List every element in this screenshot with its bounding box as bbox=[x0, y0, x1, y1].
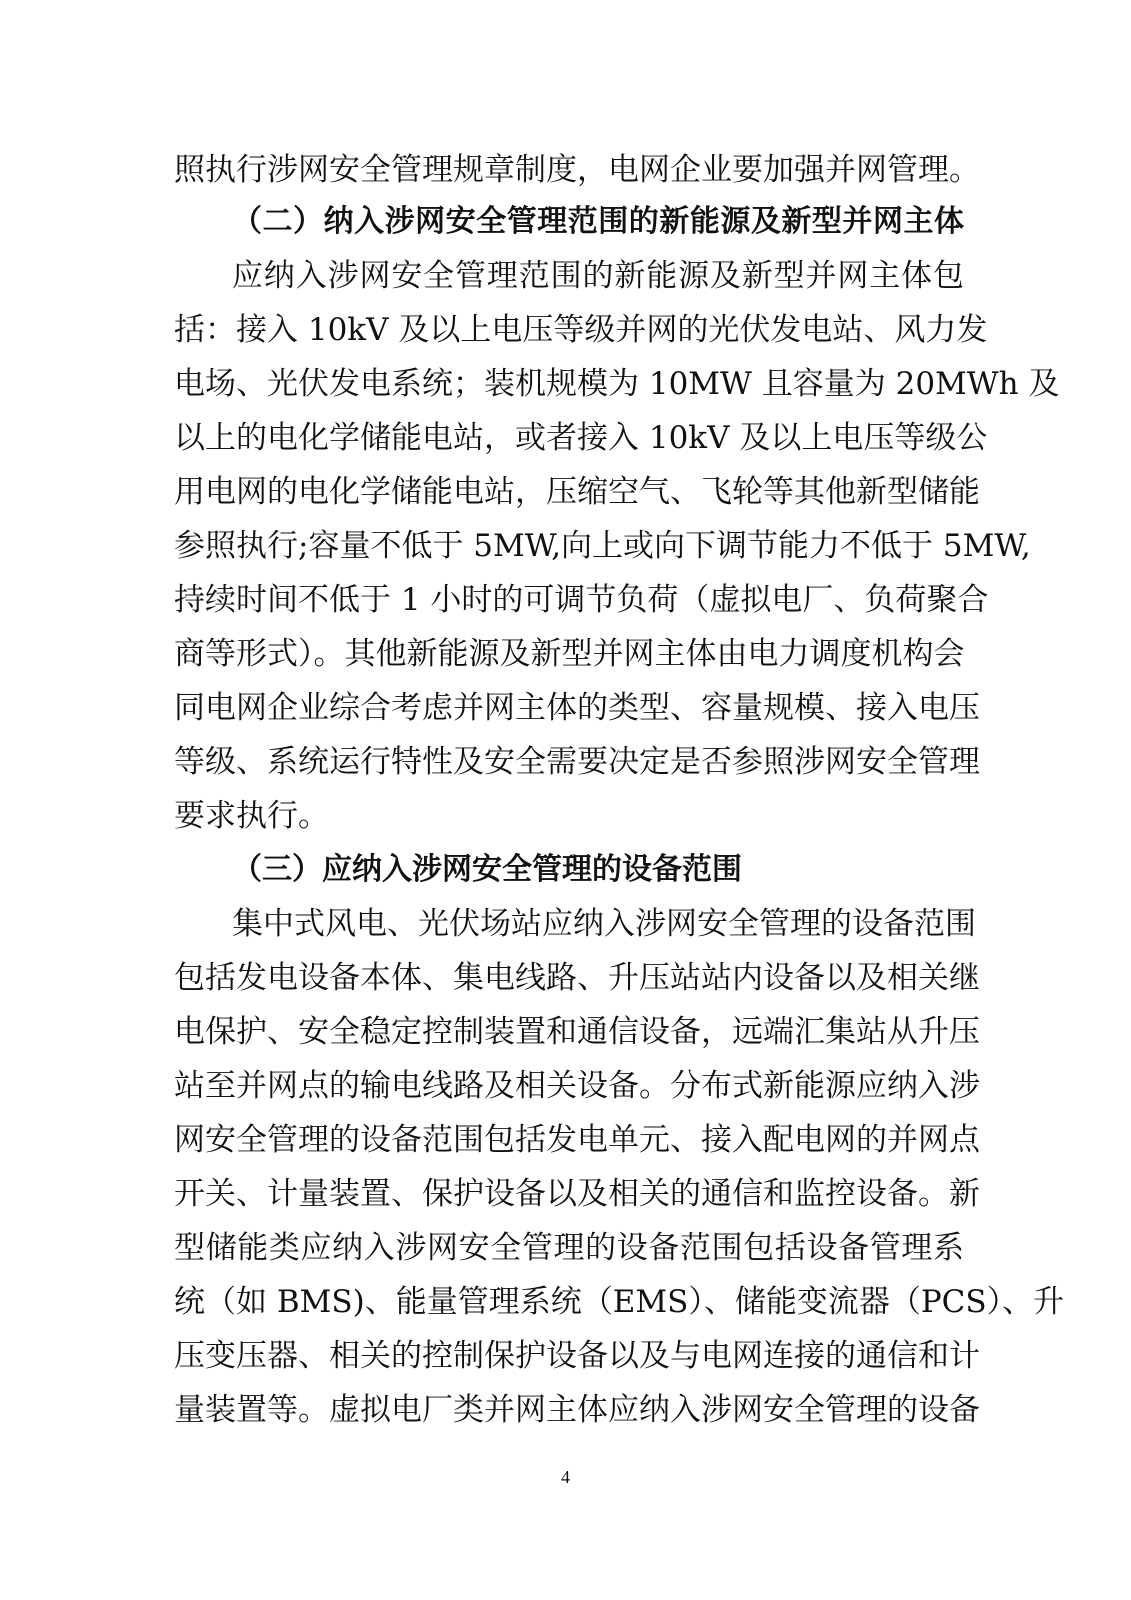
paragraph-line: 包括发电设备本体、集电线路、升压站站内设备以及相关继 bbox=[174, 960, 980, 996]
paragraph-line: 照执行涉网安全管理规章制度，电网企业要加强并网管理。 bbox=[174, 152, 980, 188]
paragraph-line: 以上的电化学储能电站，或者接入 10kV 及以上电压等级公 bbox=[174, 420, 988, 456]
paragraph-line: 持续时间不低于 1 小时的可调节负荷（虚拟电厂、负荷聚合 bbox=[174, 582, 989, 618]
paragraph-line: 型储能类应纳入涉网安全管理的设备范围包括设备管理系 bbox=[174, 1230, 964, 1266]
paragraph-line: 站至并网点的输电线路及相关设备。分布式新能源应纳入涉 bbox=[174, 1068, 980, 1104]
paragraph-line: 商等形式）。其他新能源及新型并网主体由电力调度机构会 bbox=[174, 636, 965, 672]
paragraph-line: 量装置等。虚拟电厂类并网主体应纳入涉网安全管理的设备 bbox=[174, 1392, 980, 1428]
paragraph-line: 用电网的电化学储能电站，压缩空气、飞轮等其他新型储能 bbox=[174, 474, 980, 510]
section-heading: （二）纳入涉网安全管理范围的新能源及新型并网主体 bbox=[232, 204, 964, 239]
paragraph-line: 压变压器、相关的控制保护设备以及与电网连接的通信和计 bbox=[174, 1338, 980, 1374]
paragraph-line: 等级、系统运行特性及安全需要决定是否参照涉网安全管理 bbox=[174, 744, 980, 780]
paragraph-line: 开关、计量装置、保护设备以及相关的通信和监控设备。新 bbox=[174, 1176, 980, 1212]
page-number: 4 bbox=[561, 1467, 570, 1487]
paragraph-line: 参照执行;容量不低于 5MW,向上或向下调节能力不低于 5MW, bbox=[174, 528, 1031, 564]
paragraph-line: 应纳入涉网安全管理范围的新能源及新型并网主体包 bbox=[232, 258, 964, 294]
paragraph-line: 统（如 BMS)、能量管理系统（EMS）、储能变流器（PCS）、升 bbox=[174, 1284, 1065, 1320]
paragraph-line: 电保护、安全稳定控制装置和通信设备，远端汇集站从升压 bbox=[174, 1014, 980, 1050]
paragraph-line: 要求执行。 bbox=[174, 798, 329, 834]
paragraph-line: 括：接入 10kV 及以上电压等级并网的光伏发电站、风力发 bbox=[174, 312, 988, 348]
paragraph-line: 同电网企业综合考虑并网主体的类型、容量规模、接入电压 bbox=[174, 690, 980, 726]
paragraph-line: 电场、光伏发电系统；装机规模为 10MW 且容量为 20MWh 及 bbox=[174, 366, 1060, 402]
section-heading: （三）应纳入涉网安全管理的设备范围 bbox=[232, 852, 742, 887]
paragraph-line: 网安全管理的设备范围包括发电单元、接入配电网的并网点 bbox=[174, 1122, 980, 1158]
paragraph-line: 集中式风电、光伏场站应纳入涉网安全管理的设备范围 bbox=[232, 906, 976, 942]
